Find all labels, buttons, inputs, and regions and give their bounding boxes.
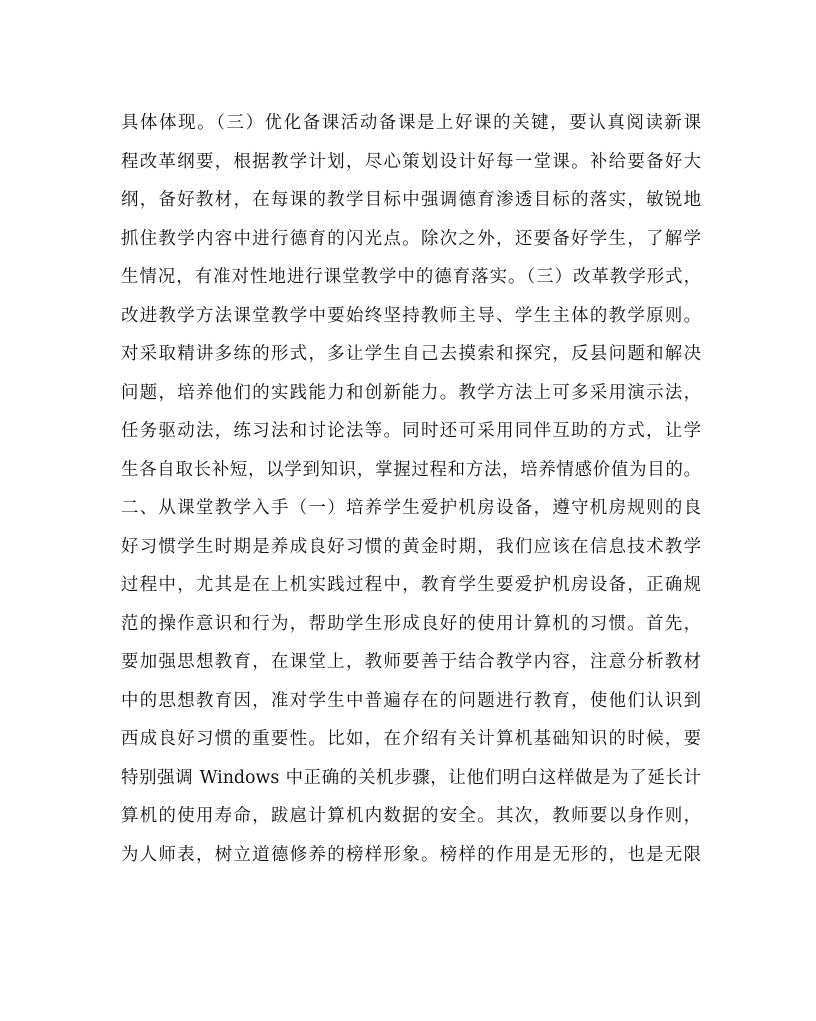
text-line-5: 生情况，有准对性地进行课堂教学中的德育落实。（三）改革教学形式， (121, 267, 701, 287)
text-line-19: 算机的使用寿命，跋扈计算机内数据的安全。其次，教师要以身作则， (121, 806, 701, 826)
text-line-4: 抓住教学内容中进行德育的闪光点。除次之外，还要备好学生，了解学 (121, 228, 701, 249)
text-line-8: 问题，培养他们的实践能力和创新能力。教学方法上可多采用演示法， (121, 382, 701, 403)
text-line-13: 过程中，尤其是在上机实践过程中，教育学生要爱护机房设备，正确规 (121, 575, 701, 595)
text-line-14: 范的操作意识和行为，帮助学生形成良好的使用计算机的习惯。首先， (121, 613, 701, 634)
body-text (121, 104, 701, 874)
text-line-12: 好习惯学生时期是养成良好习惯的黄金时期，我们应该在信息技术教学 (121, 536, 701, 557)
text-line-20: 为人师表，树立道德修养的榜样形象。榜样的作用是无形的，也是无限 (121, 844, 701, 865)
text-line-16: 中的思想教育因，准对学生中普遍存在的问题进行教育，使他们认识到 (121, 690, 701, 711)
text-line-6: 改进教学方法课堂教学中要始终坚持教师主导、学生主体的教学原则。 (121, 305, 701, 326)
text-line-18: 特别强调 Windows 中正确的关机步骤，让他们明白这样做是为了延长计 (121, 767, 701, 788)
text-line-1: 具体体现。（三）优化备课活动备课是上好课的关键，要认真阅读新课 (121, 113, 701, 133)
text-line-11: 二、从课堂教学入手（一）培养学生爱护机房设备，遵守机房规则的良 (121, 498, 701, 518)
text-line-15: 要加强思想教育，在课堂上，教师要善于结合教学内容，注意分析教材 (121, 652, 701, 672)
text-line-3: 纲，备好教材，在每课的教学目标中强调德育渗透目标的落实，敏锐地 (121, 190, 701, 210)
text-line-10: 生各自取长补短，以学到知识，掌握过程和方法，培养情感价值为目的。 (121, 459, 701, 480)
text-line-9: 任务驱动法，练习法和讨论法等。同时还可采用同伴互助的方式，让学 (121, 421, 701, 441)
text-line-7: 对采取精讲多练的形式，多让学生自己去摸索和探究，反县问题和解决 (121, 344, 701, 364)
text-line-17: 西成良好习惯的重要性。比如，在介绍有关计算机基础知识的时候，要 (121, 729, 701, 749)
text-line-2: 程改革纲要，根据教学计划，尽心策划设计好每一堂课。补给要备好大 (121, 151, 701, 172)
